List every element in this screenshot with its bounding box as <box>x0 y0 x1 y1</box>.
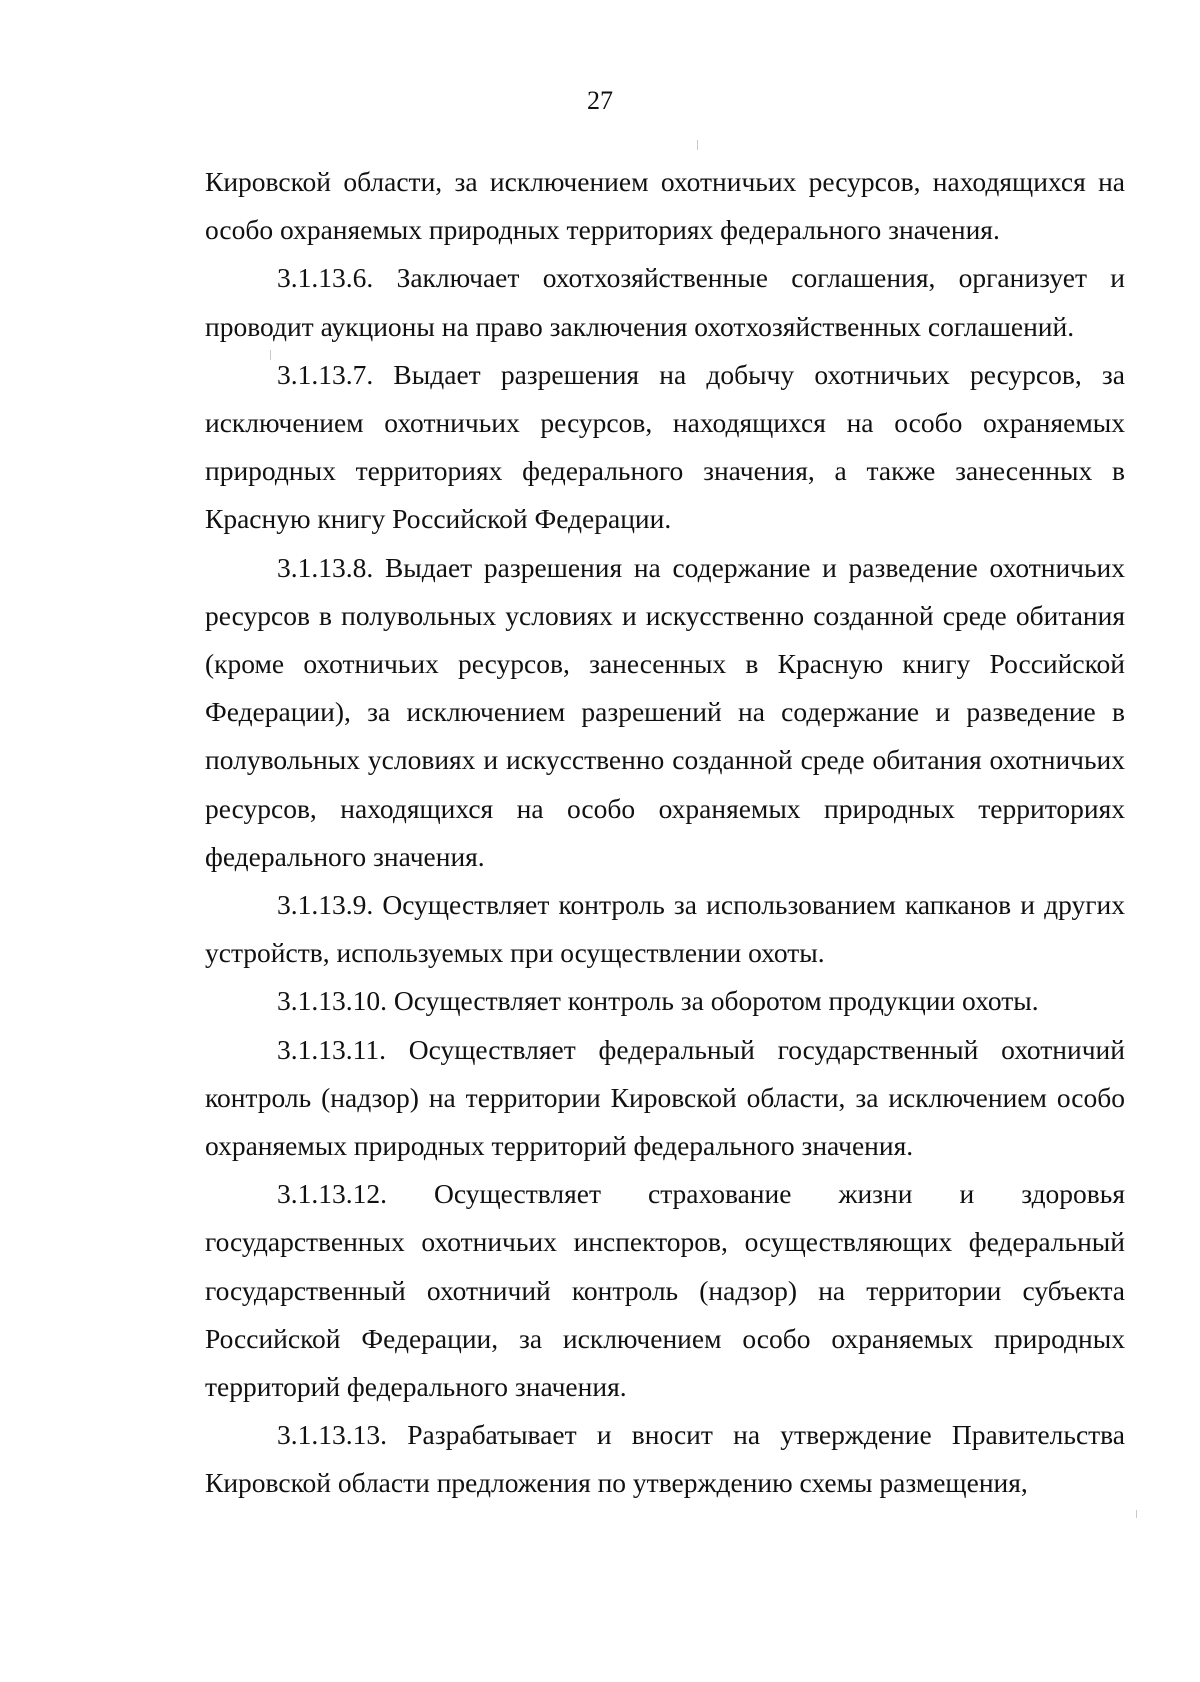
scan-mark <box>1136 1510 1137 1518</box>
page-number: 27 <box>587 86 613 115</box>
paragraph-3-1-13-8: 3.1.13.8. Выдает разрешения на содержание и разведение охотничьих ресурсов в полувольных условиях и искусственно созданной среде обитания (кроме охотничьих ресурсов, занесенных в Красную книгу Российской Федерации), за исключением разрешений на содержание и разведение в полувольных условиях и искусственно созданной среде обитания охотничьих ресурсов, находящихся на особо охраняемых природных территориях федерального значения. <box>205 551 1125 872</box>
scan-mark <box>697 140 698 150</box>
paragraph-continuation: Кировской области, за исключением охотничьих ресурсов, находящихся на особо охраняемых природных территориях федерального значения. <box>205 166 1125 246</box>
paragraph-3-1-13-9: 3.1.13.9. Осуществляет контроль за использованием капканов и других устройств, используемых при осуществлении охоты. <box>205 889 1125 969</box>
paragraph-3-1-13-12: 3.1.13.12. Осуществляет страхование жизни и здоровья государственных охотничьих инспекторов, осуществляющих федеральный государственный охотничий контроль (надзор) на территории субъекта Российской Федерации, за исключением особо охраняемых природных территорий федерального значения. <box>205 1178 1125 1403</box>
paragraph-3-1-13-7: 3.1.13.7. Выдает разрешения на добычу охотничьих ресурсов, за исключением охотничьих ресурсов, находящихся на особо охраняемых природных территориях федерального значения, а также занесенных в Красную книгу Российской Федерации. <box>205 358 1125 535</box>
document-body <box>205 158 1125 1508</box>
paragraph-3-1-13-13: 3.1.13.13. Разрабатывает и вносит на утверждение Правительства Кировской области предложения по утверждению схемы размещения, <box>205 1419 1125 1499</box>
paragraph-3-1-13-11: 3.1.13.11. Осуществляет федеральный государственный охотничий контроль (надзор) на территории Кировской области, за исключением особо охраняемых природных территорий федерального значения. <box>205 1033 1125 1162</box>
paragraph-3-1-13-10: 3.1.13.10. Осуществляет контроль за оборотом продукции охоты. <box>277 985 1039 1017</box>
paragraph-3-1-13-6: 3.1.13.6. Заключает охотхозяйственные соглашения, организует и проводит аукционы на право заключения охотхозяйственных соглашений. <box>205 262 1125 342</box>
scan-mark <box>270 350 271 360</box>
